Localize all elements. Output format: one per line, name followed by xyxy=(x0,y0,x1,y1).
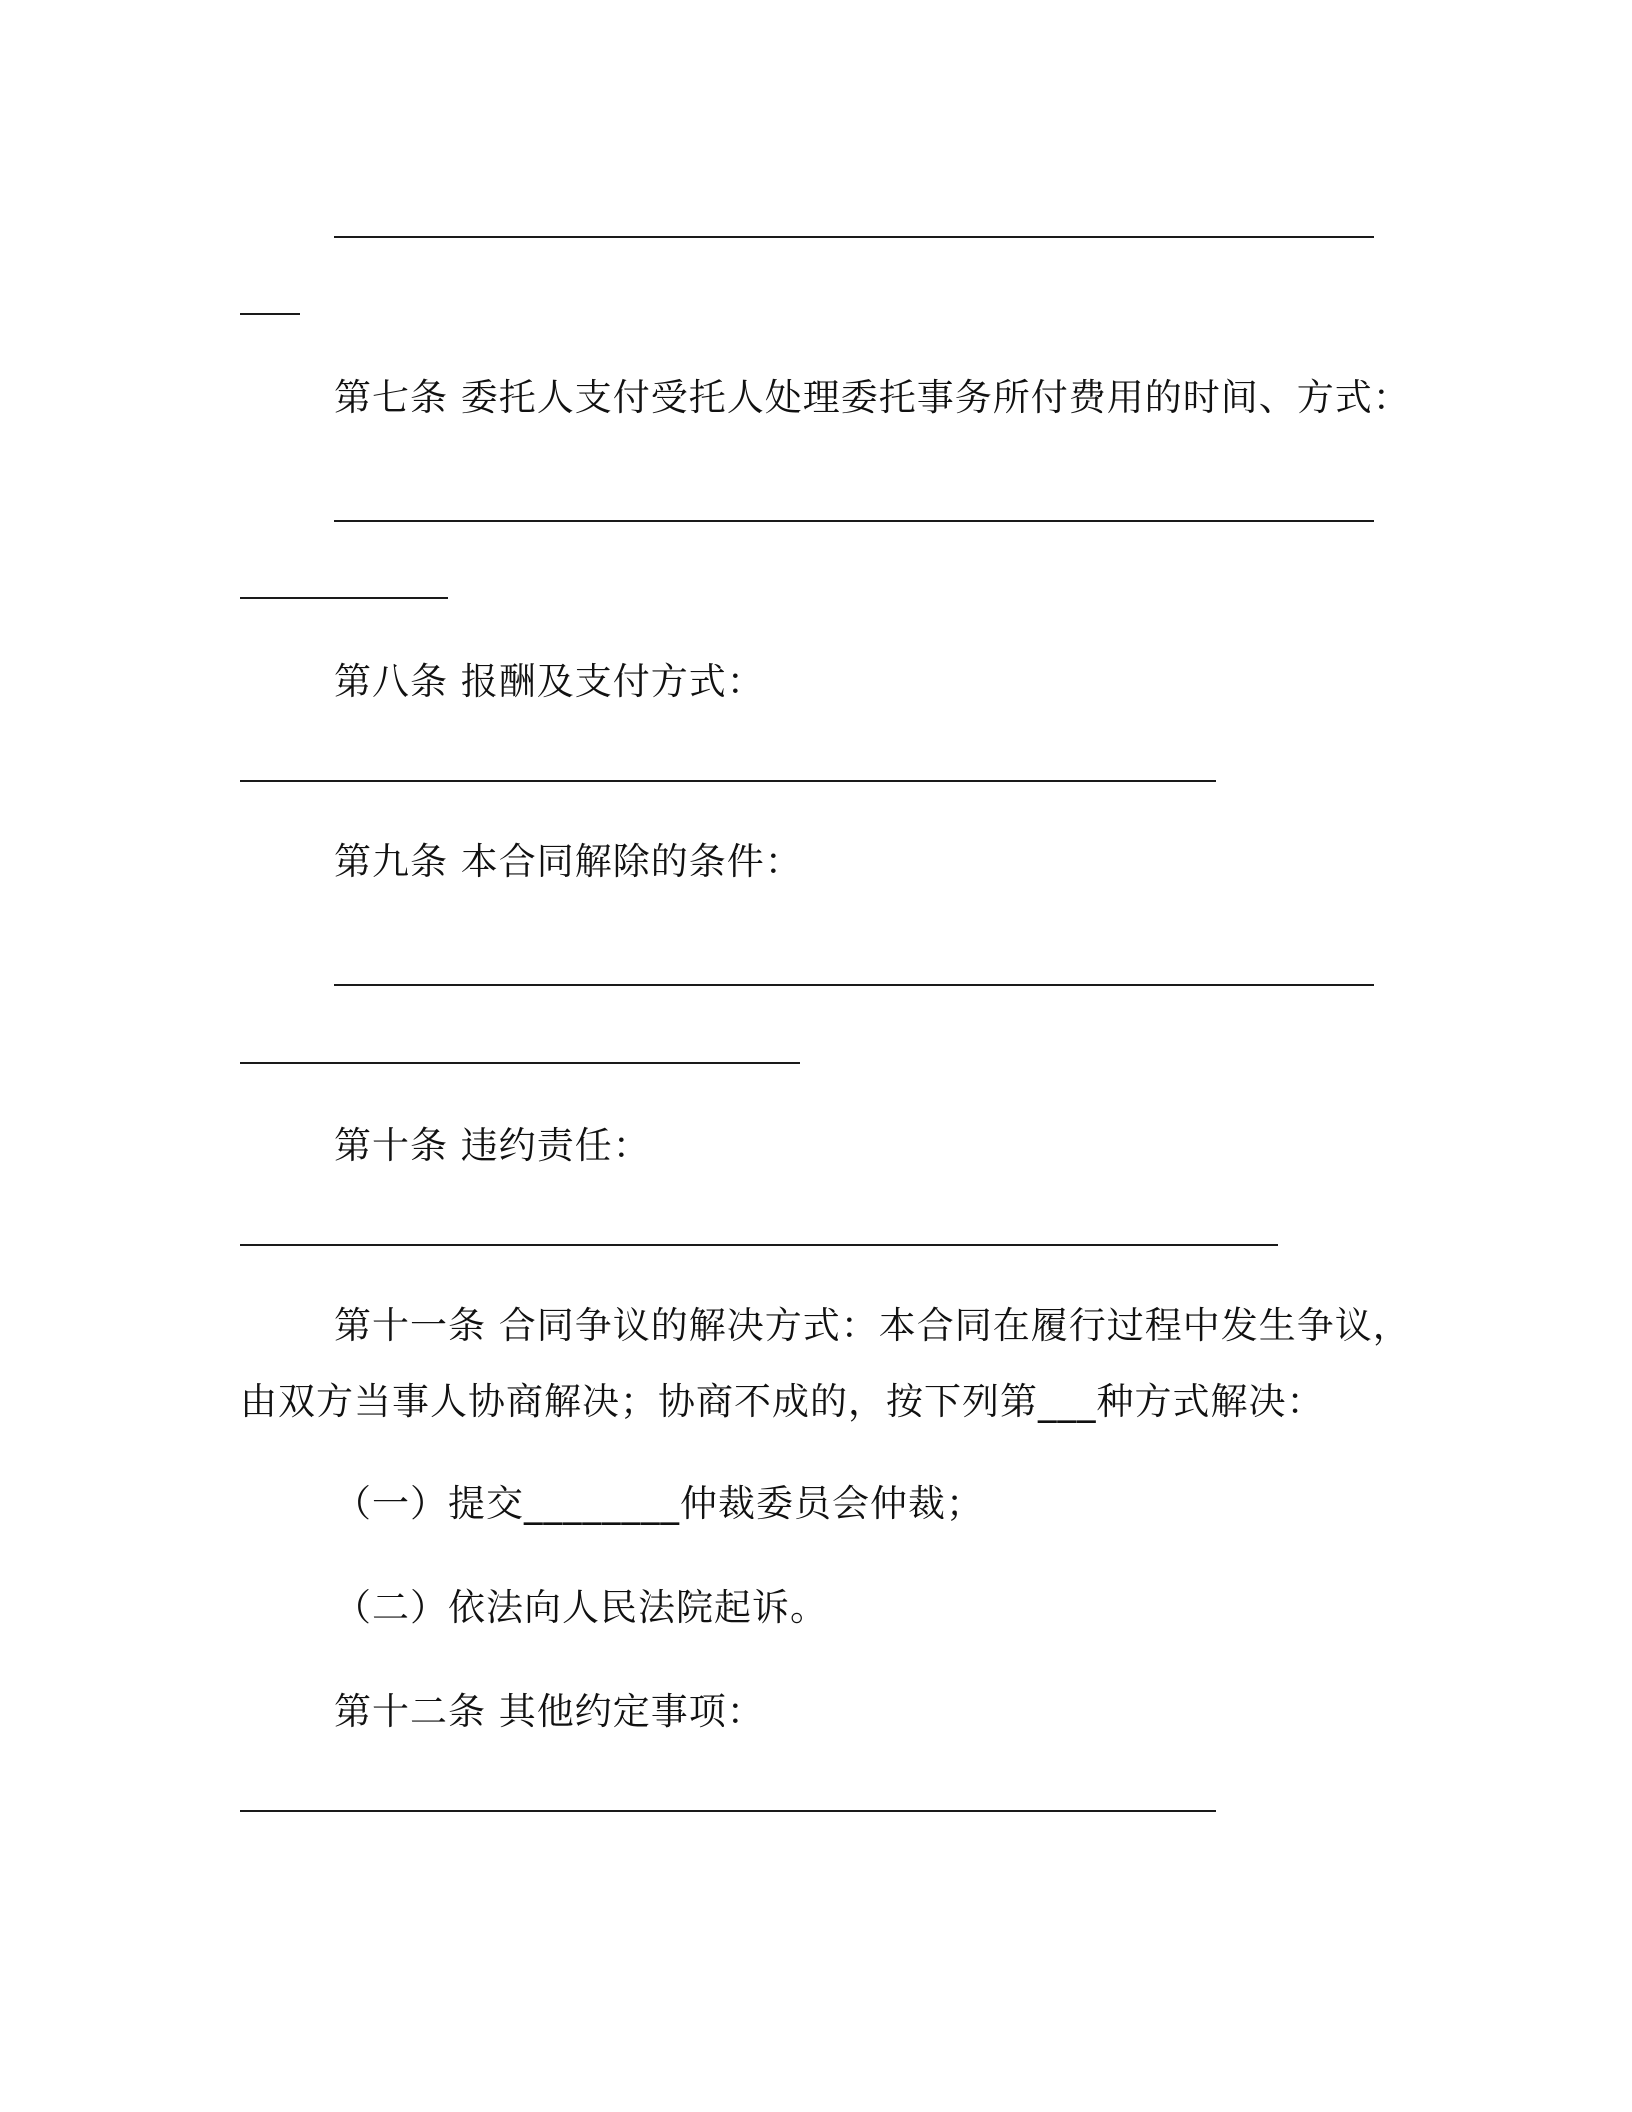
clause-9-heading: 第九条 本合同解除的条件： xyxy=(334,840,803,883)
blank-line xyxy=(240,1244,1278,1246)
blank-line xyxy=(240,597,448,599)
clause-11-text: 由双方当事人协商解决；协商不成的，按下列第___种方式解决： xyxy=(240,1380,1325,1423)
blank-line xyxy=(334,520,1374,522)
clause-7-heading: 第七条 委托人支付受托人处理委托事务所付费用的时间、方式： xyxy=(334,376,1411,419)
clause-12-heading: 第十二条 其他约定事项： xyxy=(334,1690,765,1733)
blank-line xyxy=(334,236,1374,238)
blank-line xyxy=(240,313,300,315)
blank-line xyxy=(240,1810,1216,1812)
clause-11-option-2: （二）依法向人民法院起诉。 xyxy=(334,1586,828,1629)
blank-line xyxy=(334,984,1374,986)
clause-10-heading: 第十条 违约责任： xyxy=(334,1124,651,1167)
blank-line xyxy=(240,780,1216,782)
blank-line xyxy=(240,1062,800,1064)
clause-11-option-1: （一）提交________仲裁委员会仲裁； xyxy=(334,1482,984,1525)
clause-8-heading: 第八条 报酬及支付方式： xyxy=(334,660,765,703)
clause-11-heading: 第十一条 合同争议的解决方式：本合同在履行过程中发生争议， xyxy=(334,1304,1411,1347)
